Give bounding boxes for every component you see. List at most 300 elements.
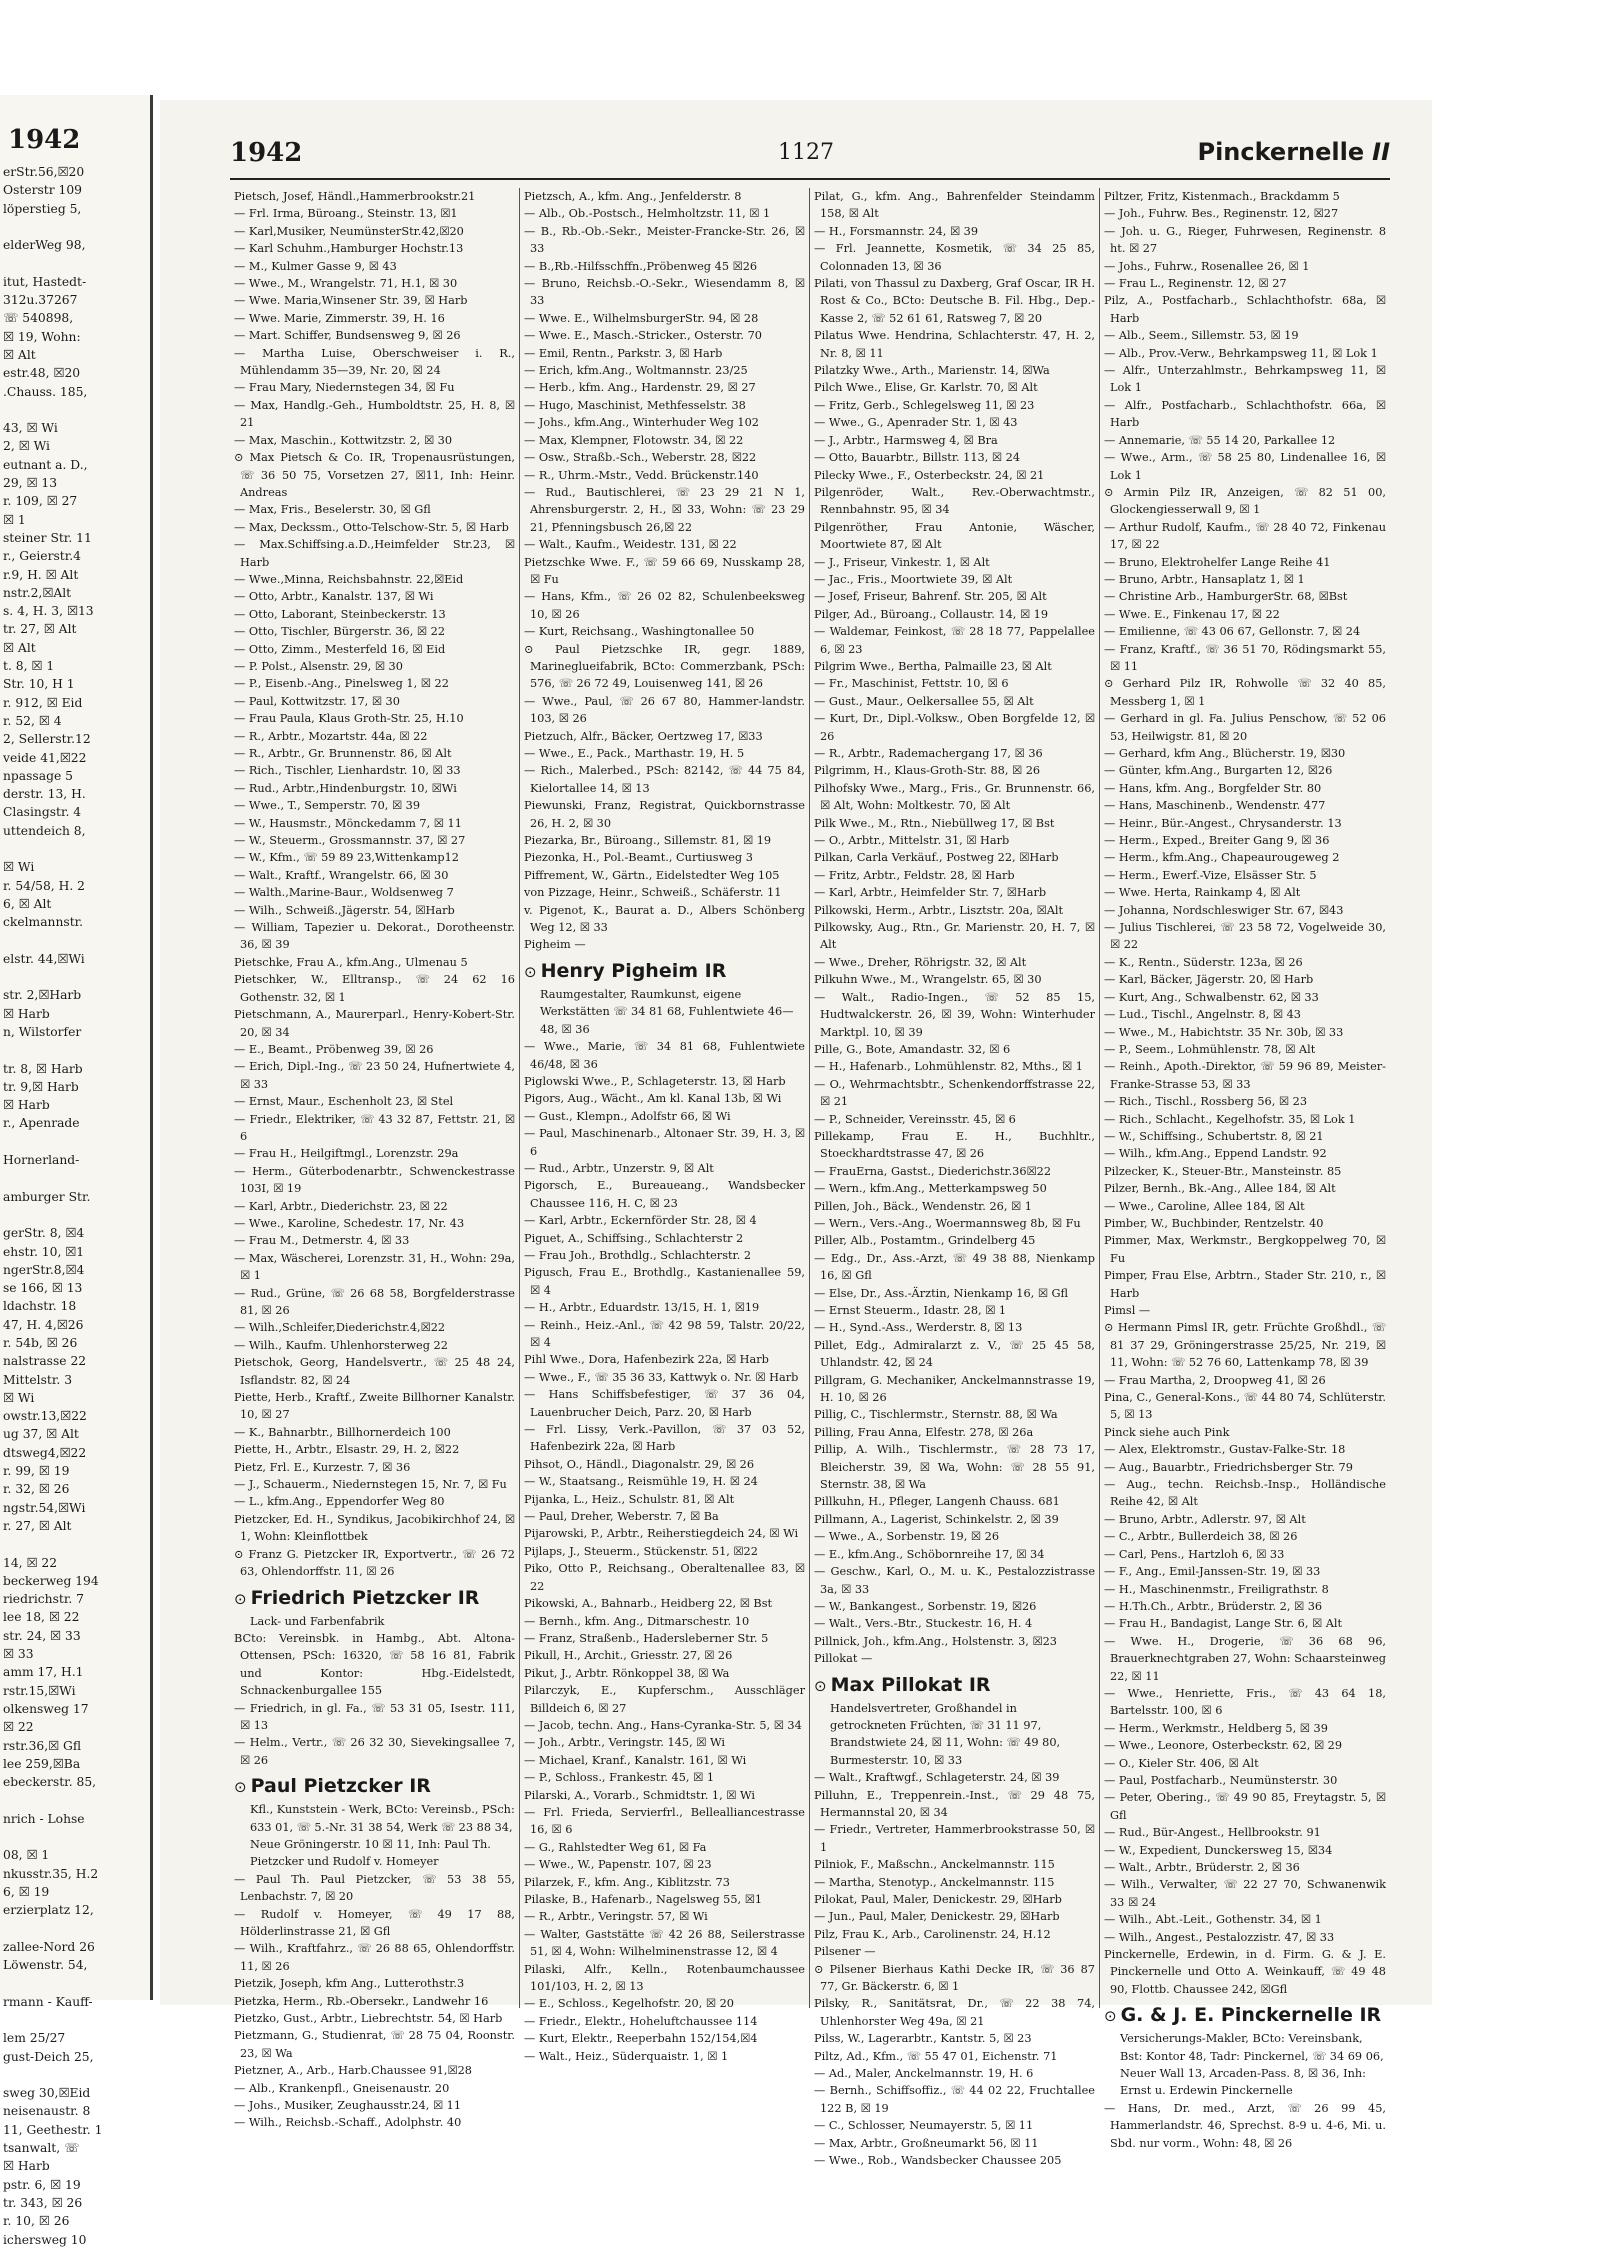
- directory-entry: Pikowski, A., Bahnarb., Heidberg 22, ☒ Bst: [524, 1597, 773, 1611]
- running-head: [1197, 138, 1390, 166]
- directory-entry: — F., Ang., Emil-Janssen-Str. 19, ☒ 33: [1104, 1565, 1321, 1579]
- directory-entry: Pilkowski, Herm., Arbtr., Lisztstr. 20a, ☒Alt: [814, 903, 1064, 917]
- previous-page-line: ☒ Alt: [3, 347, 36, 362]
- directory-entry: — Wwe., Karoline, Schedestr. 17, Nr. 43: [234, 1216, 465, 1230]
- directory-entry: — Herm., Güterbodenarbtr., Schwenckestrasse 103I, ☒ 19: [234, 1164, 515, 1196]
- directory-entry: — H., Arbtr., Eduardstr. 13/15, H. 1, ☒19: [524, 1301, 760, 1315]
- previous-page-line: r. 10, ☒ 26: [3, 2214, 70, 2229]
- directory-entry: — P., Schneider, Vereinsstr. 45, ☒ 6: [814, 1112, 1016, 1126]
- directory-entry: — Hans Schiffsbefestiger, ☏ 37 36 04, Lauenbrucher Deich, Parz. 20, ☒ Harb: [524, 1388, 805, 1419]
- directory-entry: — William, Tapezier u. Dekorat., Dorotheenstr. 36, ☒ 39: [234, 921, 515, 952]
- directory-entry: — K., Rentn., Süderstr. 123a, ☒ 26: [1104, 955, 1303, 969]
- column-3: [810, 188, 1100, 2168]
- featured-name-text: Paul Pietzcker IR: [250, 1775, 431, 1798]
- previous-page-line: derstr. 13, H.: [3, 787, 86, 802]
- directory-entry: BCto: Vereinsbk. in Hambg., Abt. Altona-Ottensen, PSch: 16320, ☏ 58 16 81, Fabrik und Kontor: Hbg.-Eidelstedt, Schnackenburgallee 155: [234, 1631, 515, 1698]
- directory-entry: Pilluhn, E., Treppenrein.-Inst., ☏ 29 48 75, Hermannstal 20, ☒ 34: [814, 1788, 1095, 1819]
- directory-entry: — E., Beamt., Pröbenweg 39, ☒ 26: [234, 1042, 434, 1056]
- directory-entry: Pietzuch, Alfr., Bäcker, Oertzweg 17, ☒33: [524, 729, 763, 743]
- directory-entry: Pilatzky Wwe., Arth., Marienstr. 14, ☒Wa: [814, 364, 1050, 378]
- directory-entry: Pijanka, L., Heiz., Schulstr. 81, ☒ Alt: [524, 1492, 735, 1506]
- directory-entry: — Otto, Arbtr., Kanalstr. 137, ☒ Wi: [234, 590, 434, 604]
- directory-entry: Pillkuhn, H., Pfleger, Langenh Chauss. 681: [814, 1495, 1060, 1509]
- featured-listing-detail: Lack- und Farbenfabrik: [250, 1614, 385, 1628]
- directory-entry: Pilgenröder, Walt., Rev.-Oberwachtmstr., Rennbahnstr. 95, ☒ 34: [814, 485, 1095, 517]
- previous-page-line: dtsweg4,☒22: [3, 1445, 87, 1460]
- directory-entry: — P., Schloss., Frankestr. 45, ☒ 1: [524, 1771, 715, 1785]
- previous-page-line: ☒ Harb: [3, 1006, 50, 1021]
- directory-entry: — Erich, kfm.Ang., Woltmannstr. 23/25: [524, 364, 748, 378]
- previous-page-line: uttendeich 8,: [3, 823, 86, 838]
- previous-page-line: ug 37, ☒ Alt: [3, 1427, 79, 1442]
- previous-page-line: tr. 9,☒ Harb: [3, 1079, 79, 1094]
- directory-entry: — Max.Schiffsing.a.D.,Heimfelder Str.23, ☒ Harb: [234, 538, 515, 569]
- previous-page-line: [0, 968, 150, 986]
- directory-entry: — Walt., Vers.-Btr., Stuckestr. 16, H. 4: [814, 1617, 1033, 1631]
- directory-entry: — W., Kfm., ☏ 59 89 23,Wittenkamp12: [234, 851, 459, 865]
- directory-entry: Pilecky Wwe., F., Osterbeckstr. 24, ☒ 21: [814, 468, 1045, 482]
- directory-entry: — Frl. Jeannette, Kosmetik, ☏ 34 25 85, Colonnaden 13, ☒ 36: [814, 242, 1095, 273]
- directory-entry: Piewunski, Franz, Registrat, Quickbornstrasse 26, H. 2, ☒ 30: [524, 799, 805, 830]
- directory-entry: Piezarka, Br., Büroang., Sillemstr. 81, ☒ 19: [524, 834, 772, 848]
- previous-page-line: löperstieg 5,: [3, 201, 82, 216]
- directory-entry: — Walt., Kraftwgf., Schlageterstr. 24, ☒ 39: [814, 1771, 1060, 1785]
- directory-entry: — Walter, Gaststätte ☏ 42 26 88, Seilerstrasse 51, ☒ 4, Wohn: Wilhelminenstrasse 12, ☒ 4: [524, 1927, 805, 1959]
- directory-entry: Pietschke, Frau A., kfm.Ang., Ulmenau 5: [234, 955, 468, 969]
- directory-entry: — Herm., Ewerf.-Vize, Elsässer Str. 5: [1104, 868, 1317, 882]
- directory-entry: — Wwe., Marie, ☏ 34 81 68, Fuhlentwiete 46/48, ☒ 36: [524, 1040, 805, 1071]
- directory-entry: — Rich., Malerbed., PSch: 82142, ☏ 44 75 84, Kielortallee 14, ☒ 13: [524, 764, 805, 795]
- directory-entry: — Hans, Kfm., ☏ 26 02 82, Schulenbeeksweg 10, ☒ 26: [524, 590, 805, 621]
- directory-entry: — G., Rahlstedter Weg 61, ☒ Fa: [524, 1840, 707, 1854]
- directory-entry: — Karl,Musiker, NeumünsterStr.42,☒20: [234, 224, 464, 238]
- directory-entry: — J., Arbtr., Harmsweg 4, ☒ Bra: [814, 433, 998, 447]
- directory-entry: — Jacob, techn. Ang., Hans-Cyranka-Str. 5, ☒ 34: [524, 1718, 802, 1732]
- previous-page-line: r. 32, ☒ 26: [3, 1482, 70, 1497]
- directory-entry: — Ernst Steuerm., Idastr. 28, ☒ 1: [814, 1304, 1007, 1317]
- featured-listing-detail: Handelsvertreter, Großhandel in getrockneten Früchten, ☏ 31 11 97, Brandstwiete 24, ☒ 11, Wohn: ☏ 49 80, Burmesterstr. 10, ☒ 33: [830, 1701, 1061, 1767]
- previous-page-line: ngstr.54,☒Wi: [3, 1500, 86, 1515]
- directory-entry: — Otto, Laborant, Steinbeckerstr. 13: [234, 607, 446, 621]
- directory-entry: — Wwe., T., Semperstr. 70, ☒ 39: [234, 799, 421, 813]
- directory-entry: — Walt., Heiz., Süderquaistr. 1, ☒ 1: [524, 2049, 729, 2063]
- directory-entry: — Wwe., Dreher, Röhrigstr. 32, ☒ Alt: [814, 955, 1027, 969]
- directory-entry: — Frl. Lissy, Verk.-Pavillon, ☏ 37 03 52, Hafenbezirk 22a, ☒ Harb: [524, 1423, 805, 1454]
- directory-entry: — O., Kieler Str. 406, ☒ Alt: [1104, 1756, 1259, 1770]
- directory-entry: — Johanna, Nordschleswiger Str. 67, ☒43: [1104, 903, 1344, 917]
- previous-page-line: 312u.37267: [3, 293, 78, 308]
- directory-entry: — Wwe. H., Drogerie, ☏ 36 68 96, Brauerknechtgraben 27, Wohn: Schaarsteinweg 22, ☒ 11: [1104, 1634, 1386, 1683]
- directory-entry: — Joh. u. G., Rieger, Fuhrwesen, Reginenstr. 8 ht. ☒ 27: [1104, 224, 1386, 256]
- directory-entry: von Pizzage, Heinr., Schweiß., Schäferstr. 11: [524, 886, 782, 900]
- directory-entry: — Johs., kfm.Ang., Winterhuder Weg 102: [524, 416, 759, 430]
- directory-entry: Pillekamp, Frau E. H., Buchhltr., Stoeckhardtstrasse 47, ☒ 26: [814, 1129, 1095, 1161]
- directory-entry: — Karl, Arbtr., Diederichstr. 23, ☒ 22: [234, 1199, 448, 1213]
- previous-page-line: rmann - Kauff-: [3, 1994, 93, 2009]
- header-rule: [230, 178, 1390, 180]
- directory-entry: ⊙ Paul Pietzschke IR, gegr. 1889, Marineglueifabrik, BCto: Commerzbank, PSch: 576, ☏ 26 72 49, Louisenweg 141, ☒ 26: [524, 642, 805, 691]
- directory-entry: Pihsot, O., Händl., Diagonalstr. 29, ☒ 26: [524, 1457, 755, 1471]
- directory-entry: — Fr., Maschinist, Fettstr. 10, ☒ 6: [814, 677, 1009, 691]
- directory-entry: Pilatus Wwe. Hendrina, Schlachterstr. 47, H. 2, Nr. 8, ☒ 11: [814, 329, 1095, 360]
- column-1: [230, 188, 520, 2130]
- previous-page-line: Osterstr 109: [3, 183, 82, 198]
- directory-entry: Pietzner, A., Arb., Harb.Chaussee 91,☒28: [234, 2064, 472, 2078]
- page-header: [230, 138, 1430, 178]
- directory-entry: — H., Hafenarb., Lohmühlenstr. 82, Mths., ☒ 1: [814, 1060, 1083, 1074]
- directory-entry: — Arthur Rudolf, Kaufm., ☏ 28 40 72, Finkenau 17, ☒ 22: [1104, 520, 1386, 552]
- previous-page-line: elderWeg 98,: [3, 238, 86, 253]
- directory-entry: — B.,Rb.-Hilfsschffn.,Pröbenweg 45 ☒26: [524, 259, 758, 273]
- directory-entry: Pigheim —: [524, 938, 586, 952]
- previous-page-line: r. 27, ☒ Alt: [3, 1518, 72, 1533]
- directory-entry: — Wilh., Angest., Pestalozzistr. 47, ☒ 33: [1104, 1930, 1335, 1944]
- directory-entry: Pilgrimm, H., Klaus-Groth-Str. 88, ☒ 26: [814, 764, 1041, 778]
- directory-entry: — Wwe., A., Sorbenstr. 19, ☒ 26: [814, 1530, 1000, 1544]
- previous-page-line: [0, 1920, 150, 1938]
- directory-entry: Piezonka, H., Pol.-Beamt., Curtiusweg 3: [524, 851, 753, 865]
- directory-entry: — Walt., Arbtr., Brüderstr. 2, ☒ 36: [1104, 1861, 1300, 1874]
- previous-page-line: str. 24, ☒ 33: [3, 1628, 81, 1643]
- directory-entry: — J., Schauerm., Niedernstegen 15, Nr. 7, ☒ Fu: [234, 1478, 507, 1492]
- previous-page-line: ☒ 33: [3, 1647, 34, 1662]
- directory-entry: — Reinh., Apoth.-Direktor, ☏ 59 96 89, Meister-Franke-Strasse 53, ☒ 33: [1104, 1060, 1386, 1091]
- directory-entry: Pilsky, R., Sanitätsrat, Dr., ☏ 22 38 74, Uhlenhorster Weg 49a, ☒ 21: [814, 1997, 1095, 2028]
- directory-entry: — Hans, Dr. med., Arzt, ☏ 26 99 45, Hammerlandstr. 46, Sprechst. 8-9 u. 4-6, Mi. u. Sbd. nur vorm., Wohn: 48, ☒ 26: [1104, 2101, 1386, 2150]
- directory-entry: — Wwe. E., WilhelmsburgerStr. 94, ☒ 28: [524, 311, 759, 325]
- previous-page-line: 08, ☒ 1: [3, 1848, 50, 1863]
- directory-entry: — Bernh., kfm. Ang., Ditmarschestr. 10: [524, 1614, 750, 1628]
- directory-entry: Pilzer, Bernh., Bk.-Ang., Allee 184, ☒ Alt: [1104, 1182, 1336, 1196]
- directory-entry: Pillig, C., Tischlermstr., Sternstr. 88, ☒ Wa: [814, 1408, 1058, 1422]
- directory-entry: — Else, Dr., Ass.-Ärztin, Nienkamp 16, ☒ Gfl: [814, 1286, 1069, 1300]
- directory-entry: — Wilh., Schweiß.,Jägerstr. 54, ☒Harb: [234, 903, 455, 917]
- directory-entry: ⊙ Pilsener Bierhaus Kathi Decke IR, ☏ 36 87 77, Gr. Bäckerstr. 6, ☒ 1: [814, 1962, 1095, 1994]
- directory-entry: — Heinr., Bür.-Angest., Chrysanderstr. 13: [1104, 816, 1342, 830]
- directory-entry: — Max, Maschin., Kottwitzstr. 2, ☒ 30: [234, 433, 453, 447]
- previous-page-line: zallee-Nord 26: [3, 1939, 95, 1954]
- featured-listing-name: [234, 1584, 515, 1613]
- directory-entry: Pillgram, G. Mechaniker, Anckelmannstrasse 19, H. 10, ☒ 26: [814, 1373, 1095, 1405]
- directory-entry: Pilarzek, F., kfm. Ang., Kiblitzstr. 73: [524, 1875, 730, 1889]
- directory-entry: — Wwe. Herta, Rainkamp 4, ☒ Alt: [1104, 886, 1301, 900]
- directory-page: [160, 100, 1432, 2168]
- directory-entry: — Kurt, Ang., Schwalbenstr. 62, ☒ 33: [1104, 990, 1319, 1004]
- directory-entry: Pigors, Aug., Wächt., Am kl. Kanal 13b, ☒ Wi: [524, 1092, 782, 1106]
- directory-entry: Pietzka, Herm., Rb.-Obersekr., Landwehr 16: [234, 1994, 489, 2008]
- previous-page-line: t. 8, ☒ 1: [3, 659, 55, 674]
- previous-page-line: [0, 931, 150, 949]
- previous-page-line: npassage 5: [3, 768, 73, 783]
- directory-entry: — O., Arbtr., Mittelstr. 31, ☒ Harb: [814, 834, 1010, 848]
- previous-page-line: Löwenstr. 54,: [3, 1958, 88, 1973]
- directory-entry: Piltz, Ad., Kfm., ☏ 55 47 01, Eichenstr. 71: [814, 2049, 1058, 2063]
- directory-entry: Pietzik, Joseph, kfm Ang., Lutterothstr.3: [234, 1977, 465, 1991]
- directory-entry: Pikull, H., Archit., Griesstr. 27, ☒ 26: [524, 1649, 733, 1663]
- directory-entry: — R., Arbtr., Veringstr. 57, ☒ Wi: [524, 1910, 708, 1924]
- directory-entry: — Paul, Postfacharb., Neumünsterstr. 30: [1104, 1773, 1338, 1787]
- directory-entry: Pilzecker, K., Steuer-Btr., Mansteinstr. 85: [1104, 1164, 1342, 1178]
- directory-entry: — E., Schloss., Kegelhofstr. 20, ☒ 20: [524, 1997, 734, 2011]
- directory-entry: — Gust., Klempn., Adolfstr 66, ☒ Wi: [524, 1109, 731, 1123]
- directory-entry: — Rud., Bür-Angest., Hellbrookstr. 91: [1104, 1826, 1321, 1840]
- directory-entry: — Franz, Kraftf., ☏ 36 51 70, Rödingsmarkt 55, ☒ 11: [1104, 642, 1386, 673]
- directory-entry: — Wwe.,Minna, Reichsbahnstr. 22,☒Eid: [234, 572, 464, 586]
- directory-entry: Pietschmann, A., Maurerparl., Henry-Kobert-Str. 20, ☒ 34: [234, 1008, 515, 1039]
- directory-entry: — Johs., Musiker, Zeughausstr.24, ☒ 11: [234, 2099, 462, 2113]
- previous-page-line: ☒ Harb: [3, 1098, 50, 1113]
- directory-entry: — Jun., Paul, Maler, Denickestr. 29, ☒Harb: [814, 1910, 1060, 1924]
- directory-entry: Pietschok, Georg, Handelsvertr., ☏ 25 48 24, Isflandstr. 82, ☒ 24: [234, 1356, 515, 1387]
- directory-entry: — Karl, Bäcker, Jägerstr. 20, ☒ Harb: [1104, 973, 1314, 987]
- directory-entry: — Karl, Arbtr., Eckernförder Str. 28, ☒ 4: [524, 1214, 757, 1228]
- previous-page-line: nalstrasse 22: [3, 1354, 87, 1369]
- previous-page-line: 43, ☒ Wi: [3, 421, 58, 436]
- directory-entry: — Wwe. Marie, Zimmerstr. 39, H. 16: [234, 311, 445, 325]
- directory-entry: — Erich, Dipl.-Ing., ☏ 23 50 24, Hufnertwiete 4, ☒ 33: [234, 1060, 515, 1091]
- column-2: [520, 188, 810, 2063]
- directory-entry: — Waldemar, Feinkost, ☏ 28 18 77, Pappelallee 6, ☒ 23: [814, 625, 1095, 656]
- directory-entry: — Rich., Tischl., Rossberg 56, ☒ 23: [1104, 1095, 1308, 1109]
- directory-entry: — Max, Wäscherei, Lorenzstr. 31, H., Wohn: 29a, ☒ 1: [234, 1251, 515, 1283]
- directory-entry: — R., Arbtr., Rademachergang 17, ☒ 36: [814, 747, 1043, 760]
- circle-bullet-icon: ⊙: [234, 1778, 247, 1797]
- directory-entry: — P., Eisenb.-Ang., Pinelsweg 1, ☒ 22: [234, 677, 449, 691]
- directory-entry: — Wwe., G., Apenrader Str. 1, ☒ 43: [814, 416, 1018, 430]
- previous-page-line: nrich - Lohse: [3, 1811, 85, 1826]
- previous-page-line: [0, 840, 150, 858]
- directory-entry: Pilarski, A., Vorarb., Schmidtstr. 1, ☒ Wi: [524, 1788, 756, 1802]
- directory-entry: Pilling, Frau Anna, Elfestr. 278, ☒ 26a: [814, 1425, 1034, 1439]
- directory-entry: — Kurt, Reichsang., Washingtonallee 50: [524, 625, 755, 639]
- directory-entry: Pietzsch, A., kfm. Ang., Jenfelderstr. 8: [524, 190, 742, 203]
- previous-page-line: ldachstr. 18: [3, 1299, 77, 1314]
- directory-entry: — Kurt, Dr., Dipl.-Volksw., Oben Borgfelde 12, ☒ 26: [814, 712, 1095, 743]
- directory-entry: — Herb., kfm. Ang., Hardenstr. 29, ☒ 27: [524, 381, 756, 395]
- previous-page-line: [0, 1169, 150, 1187]
- previous-page-line: [0, 2011, 150, 2029]
- directory-entry: ⊙ Max Pietsch & Co. IR, Tropenausrüstungen, ☏ 36 50 75, Vorsetzen 27, ☒11, Inh: Heinr. Andreas: [234, 451, 515, 499]
- previous-page-line: tr. 27, ☒ Alt: [3, 622, 77, 637]
- directory-entry: — Joh., Fuhrw. Bes., Reginenstr. 12, ☒27: [1104, 207, 1339, 221]
- directory-entry: Pietz, Frl. E., Kurzestr. 7, ☒ 36: [234, 1460, 411, 1474]
- directory-entry: — Wwe., Henriette, Fris., ☏ 43 64 18, Bartelsstr. 100, ☒ 6: [1104, 1686, 1386, 1718]
- directory-entry: — Alb., Prov.-Verw., Behrkampsweg 11, ☒ Lok 1: [1104, 346, 1378, 360]
- directory-entry: Pilniok, F., Maßschn., Anckelmannstr. 115: [814, 1858, 1055, 1872]
- previous-page-line: elstr. 44,☒Wi: [3, 951, 85, 966]
- directory-entry: — Max, Deckssm., Otto-Telschow-Str. 5, ☒ Harb: [234, 520, 509, 534]
- directory-entry: Pimber, W., Buchbinder, Rentzelstr. 40: [1104, 1216, 1324, 1230]
- previous-page-line: [0, 1133, 150, 1151]
- directory-entry: — Bruno, Reichsb.-O.-Sekr., Wiesendamm 8, ☒ 33: [524, 277, 805, 308]
- directory-entry: — Frau M., Detmerstr. 4, ☒ 33: [234, 1234, 410, 1248]
- previous-page-line: [0, 401, 150, 419]
- previous-page-line: ☒ Wi: [3, 1390, 35, 1405]
- previous-page-line: [0, 1828, 150, 1846]
- previous-page-line: ☒ 22: [3, 1720, 34, 1735]
- directory-entry: — Hans, kfm. Ang., Borgfelder Str. 80: [1104, 781, 1322, 795]
- previous-page-line: r. 912, ☒ Eid: [3, 695, 83, 710]
- featured-listing-detail: Versicherungs-Makler, BCto: Vereinsbank, Bst: Kontor 48, Tadr: Pinckernel, ☏ 34 69 06, Neuer Wall 13, Arcaden-Pass. 8, ☒ 36, Inh: Ernst u. Erdewin Pinckernelle: [1120, 2032, 1384, 2098]
- directory-entry: — Frl. Frieda, Servierfrl., Bellealliancestrasse 16, ☒ 6: [524, 1805, 805, 1837]
- directory-entry: — Karl Schuhm.,Hamburger Hochstr.13: [234, 242, 464, 256]
- directory-entry: Pilkan, Carla Verkäuf., Postweg 22, ☒Harb: [814, 851, 1059, 865]
- previous-page-line: eutnant a. D.,: [3, 457, 88, 472]
- previous-page-line: Hornerland-: [3, 1153, 80, 1168]
- directory-entry: Pikut, J., Arbtr. Rönkoppel 38, ☒ Wa: [524, 1666, 730, 1680]
- featured-listing-detail: Kfl., Kunststein - Werk, BCto: Vereinsb., PSch: 633 01, ☏ 5.-Nr. 31 38 54, Werk ☏ 23 88 34, Neue Gröningerstr. 10 ☒ 11, Inh: Paul Th. Pietzcker und Rudolf v. Homeyer: [250, 1803, 515, 1869]
- directory-entry: — H., Maschinenmstr., Freiligrathstr. 8: [1104, 1582, 1329, 1596]
- directory-entry: — Karl, Arbtr., Heimfelder Str. 7, ☒Harb: [814, 886, 1047, 900]
- directory-entry: — Fritz, Gerb., Schlegelsweg 11, ☒ 23: [814, 398, 1035, 412]
- previous-page-line: ehstr. 10, ☒1: [3, 1244, 85, 1259]
- directory-entry: Pietsch, Josef, Händl.,Hammerbrookstr.21: [234, 190, 476, 203]
- directory-entry: Pilch Wwe., Elise, Gr. Karlstr. 70, ☒ Alt: [814, 381, 1038, 395]
- directory-entry: Pimmer, Max, Werkmstr., Bergkoppelweg 70, ☒ Fu: [1104, 1234, 1386, 1265]
- directory-entry: Pillmann, A., Lagerist, Schinkelstr. 2, ☒ 39: [814, 1512, 1059, 1526]
- directory-entry: Pilhofsky Wwe., Marg., Fris., Gr. Brunnenstr. 66, ☒ Alt, Wohn: Moltkestr. 70, ☒ Alt: [814, 781, 1095, 813]
- directory-entry: — C., Schlosser, Neumayerstr. 5, ☒ 11: [814, 2119, 1034, 2133]
- directory-entry: — K., Bahnarbtr., Billhornerdeich 100: [234, 1425, 451, 1439]
- directory-entry: — Wwe., E., Pack., Marthastr. 19, H. 5: [524, 747, 745, 760]
- directory-entry: — Annemarie, ☏ 55 14 20, Parkallee 12: [1104, 433, 1336, 447]
- directory-entry: — Wwe., F., ☏ 35 36 33, Kattwyk o. Nr. ☒ Harb: [524, 1370, 799, 1384]
- featured-listing-name: [234, 1772, 515, 1801]
- directory-entry: Pilss, W., Lagerarbtr., Kantstr. 5, ☒ 23: [814, 2032, 1032, 2046]
- previous-page-line: [0, 254, 150, 272]
- circle-bullet-icon: ⊙: [234, 1589, 247, 1608]
- previous-page-line: itut, Hastedt-: [3, 274, 87, 289]
- directory-entry: — Rud., Bautischlerei, ☏ 23 29 21 N 1, Ahrensburgerstr. 2, H., ☒ 33, Wohn: ☏ 23 29 21, Pfenningsbusch 26,☒ 22: [524, 485, 805, 534]
- directory-entry: Pilkuhn Wwe., M., Wrangelstr. 65, ☒ 30: [814, 973, 1042, 987]
- previous-page-lines: [0, 163, 150, 2249]
- previous-page-line: 2, ☒ Wi: [3, 439, 50, 454]
- previous-page-line: 11, Geethestr. 1: [3, 2122, 103, 2137]
- directory-entry: Pijarowski, P., Arbtr., Reiherstiegdeich 24, ☒ Wi: [524, 1527, 799, 1541]
- directory-entry: — Max, Handlg.-Geh., Humboldtstr. 25, H. 8, ☒ 21: [234, 398, 515, 430]
- directory-entry: — Friedrich, in gl. Fa., ☏ 53 31 05, Isestr. 111, ☒ 13: [234, 1701, 515, 1732]
- directory-entry: — H., Forsmannstr. 24, ☒ 39: [814, 224, 979, 238]
- directory-entry: Pillip, A. Wilh., Tischlermstr., ☏ 28 73 17, Bleicherstr. 39, ☒ Wa, Wohn: ☏ 28 55 91, Sternstr. 38, ☒ Wa: [814, 1443, 1095, 1492]
- directory-entry: — W., Schiffsing., Schubertstr. 8, ☒ 21: [1104, 1129, 1324, 1143]
- previous-page-line: s. 4, H. 3, ☒13: [3, 604, 94, 619]
- featured-listing-detail: Raumgestalter, Raumkunst, eigene Werkstätten ☏ 34 81 68, Fuhlentwiete 46—48, ☒ 36: [540, 987, 794, 1036]
- directory-entry: — H.Th.Ch., Arbtr., Brüderstr. 2, ☒ 36: [1104, 1599, 1323, 1613]
- previous-page-line: riedrichstr. 7: [3, 1592, 84, 1607]
- directory-entry: — Aug., techn. Reichsb.-Insp., Holländische Reihe 42, ☒ Alt: [1104, 1478, 1386, 1509]
- directory-entry: — Rud., Arbtr., Unzerstr. 9, ☒ Alt: [524, 1161, 714, 1175]
- directory-entry: — Paul, Dreher, Weberstr. 7, ☒ Ba: [524, 1510, 719, 1524]
- previous-page-line: Clasingstr. 4: [3, 805, 82, 820]
- directory-entry: — Michael, Kranf., Kanalstr. 161, ☒ Wi: [524, 1753, 747, 1767]
- directory-entry: — Alex, Elektromstr., Gustav-Falke-Str. 18: [1104, 1443, 1346, 1457]
- directory-entry: Pilat, G., kfm. Ang., Bahrenfelder Steindamm 158, ☒ Alt: [814, 190, 1095, 221]
- directory-entry: Pietzcker, Ed. H., Syndikus, Jacobikirchhof 24, ☒ 1, Wohn: Kleinflottbek: [234, 1512, 515, 1544]
- directory-entry: ⊙ Hermann Pimsl IR, getr. Früchte Großhdl., ☏ 81 37 29, Gröningerstrasse 25/25, Nr. 219, ☒ 11, Wohn: ☏ 52 76 60, Lattenkamp 78, ☒ 39: [1104, 1321, 1386, 1370]
- directory-entry: — Edg., Dr., Ass.-Arzt, ☏ 49 38 88, Nienkamp 16, ☒ Gfl: [814, 1251, 1095, 1283]
- directory-entry: — P., Seem., Lohmühlenstr. 78, ☒ Alt: [1104, 1042, 1316, 1056]
- directory-entry: — Alb., Krankenpfl., Gneisenaustr. 20: [234, 2081, 450, 2095]
- circle-bullet-icon: ⊙: [524, 962, 537, 981]
- directory-entry: Pillen, Joh., Bäck., Wendenstr. 26, ☒ 1: [814, 1199, 1032, 1213]
- directory-entry: Pihl Wwe., Dora, Hafenbezirk 22a, ☒ Harb: [524, 1353, 769, 1367]
- directory-entry: Piguet, A., Schiffsing., Schlachterstr 2: [524, 1231, 744, 1245]
- previous-page-line: neisenaustr. 8: [3, 2104, 91, 2119]
- previous-page-line: [0, 218, 150, 236]
- directory-entry: — Wwe., Rob., Wandsbecker Chaussee 205: [814, 2154, 1062, 2168]
- directory-entry: — Joh., Arbtr., Veringstr. 145, ☒ Wi: [524, 1736, 726, 1750]
- directory-entry: — Rud., Grüne, ☏ 26 68 58, Borgfelderstrasse 81, ☒ 26: [234, 1286, 515, 1317]
- directory-entry: — Fritz, Arbtr., Feldstr. 28, ☒ Harb: [814, 868, 1015, 882]
- previous-page-line: nstr.2,☒Alt: [3, 585, 72, 600]
- directory-entry: — Alb., Seem., Sillemstr. 53, ☒ 19: [1104, 329, 1299, 343]
- directory-entry: Pietzschke Wwe. F., ☏ 59 66 69, Nusskamp 28, ☒ Fu: [524, 555, 805, 586]
- directory-entry: — Bruno, Arbtr., Hansaplatz 1, ☒ 1: [1104, 572, 1305, 586]
- previous-page-margin: [0, 95, 153, 2247]
- featured-listing-name: [814, 1671, 1095, 1700]
- previous-page-line: [0, 1041, 150, 1059]
- directory-entry: — Wilh., Verwalter, ☏ 22 27 70, Schwanenwik 33 ☒ 24: [1104, 1878, 1386, 1909]
- directory-entry: Pilkowsky, Aug., Rtn., Gr. Marienstr. 20, H. 7, ☒ Alt: [814, 921, 1095, 952]
- directory-entry: — Wern., Vers.-Ang., Woermannsweg 8b, ☒ Fu: [814, 1216, 1081, 1230]
- directory-entry: Pilokat, Paul, Maler, Denickestr. 29, ☒Harb: [814, 1893, 1062, 1906]
- directory-entry: — Wwe. Maria,Winsener Str. 39, ☒ Harb: [234, 294, 468, 308]
- directory-entry: — Wilh., Abt.-Leit., Gothenstr. 34, ☒ 1: [1104, 1913, 1322, 1927]
- directory-entry: — O., Wehrmachtsbtr., Schenkendorffstrasse 22, ☒ 21: [814, 1077, 1095, 1109]
- directory-entry: — Hugo, Maschinist, Methfesselstr. 38: [524, 398, 746, 412]
- directory-entry: — Osw., Straßb.-Sch., Weberstr. 28, ☒22: [524, 451, 757, 465]
- directory-entry: — Frau H., Heilgiftmgl., Lorenzstr. 29a: [234, 1147, 459, 1161]
- directory-entry: — Wwe. E., Masch.-Stricker., Osterstr. 70: [524, 329, 762, 343]
- directory-entry: — J., Friseur, Vinkestr. 1, ☒ Alt: [814, 555, 990, 569]
- directory-entry: Piltzer, Fritz, Kistenmach., Brackdamm 5: [1104, 190, 1340, 203]
- previous-page-line: ☒ 1: [3, 512, 26, 527]
- directory-entry: — Bernh., Schiffsoffiz., ☏ 44 02 22, Fruchtallee 122 B, ☒ 19: [814, 2084, 1095, 2115]
- directory-entry: — Friedr., Vertreter, Hammerbrookstrasse 50, ☒ 1: [814, 1823, 1095, 1854]
- previous-page-line: se 166, ☒ 13: [3, 1281, 83, 1296]
- directory-entry: — Christine Arb., HamburgerStr. 68, ☒Bst: [1104, 590, 1348, 604]
- previous-page-line: ☒ Alt: [3, 640, 36, 655]
- previous-page-line: lee 259,☒Ba: [3, 1756, 81, 1771]
- previous-page-line: beckerweg 194: [3, 1573, 99, 1588]
- previous-page-line: 14, ☒ 22: [3, 1555, 58, 1570]
- directory-entry: — Bruno, Elektrohelfer Lange Reihe 41: [1104, 555, 1331, 569]
- directory-entry: Pilz, A., Postfacharb., Schlachthofstr. 68a, ☒ Harb: [1104, 294, 1386, 325]
- directory-entry: Pillet, Edg., Admiralarzt z. V., ☏ 25 45 58, Uhlandstr. 42, ☒ 24: [814, 1338, 1095, 1370]
- previous-page-line: [0, 1535, 150, 1553]
- directory-entry: Pilk Wwe., M., Rtn., Niebüllweg 17, ☒ Bst: [814, 816, 1055, 830]
- previous-page-line: r. 99, ☒ 19: [3, 1464, 70, 1479]
- directory-entry: — Walt., Radio-Ingen., ☏ 52 85 15, Hudtwalckerstr. 26, ☒ 39, Wohn: Winterhuder Marktpl. 10, ☒ 39: [814, 990, 1095, 1039]
- running-head-name: Pinckernelle: [1197, 138, 1365, 166]
- directory-entry: — Frau L., Reginenstr. 12, ☒ 27: [1104, 277, 1287, 291]
- previous-page-line: amm 17, H.1: [3, 1665, 84, 1680]
- directory-entry: — R., Arbtr., Gr. Brunnenstr. 86, ☒ Alt: [234, 747, 452, 760]
- directory-entry: — Walt., Kraftf., Wrangelstr. 66, ☒ 30: [234, 868, 449, 882]
- directory-entry: — Wwe., M., Habichtstr. 35 Nr. 30b, ☒ 33: [1104, 1025, 1344, 1039]
- previous-page-line: amburger Str.: [3, 1189, 91, 1204]
- directory-entry: — Herm., Werkmstr., Heldberg 5, ☒ 39: [1104, 1721, 1328, 1735]
- directory-entry: Piglowski Wwe., P., Schlageterstr. 13, ☒ Harb: [524, 1074, 786, 1088]
- directory-entry: Pilz, Frau K., Arb., Carolinenstr. 24, H.12: [814, 1927, 1051, 1941]
- previous-page-line: Str. 10, H 1: [3, 677, 75, 692]
- directory-entry: — Walt., Kaufm., Weidestr. 131, ☒ 22: [524, 538, 737, 552]
- directory-entry: — Emilienne, ☏ 43 06 67, Gellonstr. 7, ☒ 24: [1104, 625, 1361, 639]
- volume-number: II: [1372, 138, 1390, 166]
- directory-entry: — Friedr., Elektr., Hoheluftchaussee 114: [524, 2014, 758, 2028]
- directory-entry: — Wern., kfm.Ang., Metterkampsweg 50: [814, 1182, 1047, 1196]
- directory-entry: Pille, G., Bote, Amandastr. 32, ☒ 6: [814, 1042, 1011, 1056]
